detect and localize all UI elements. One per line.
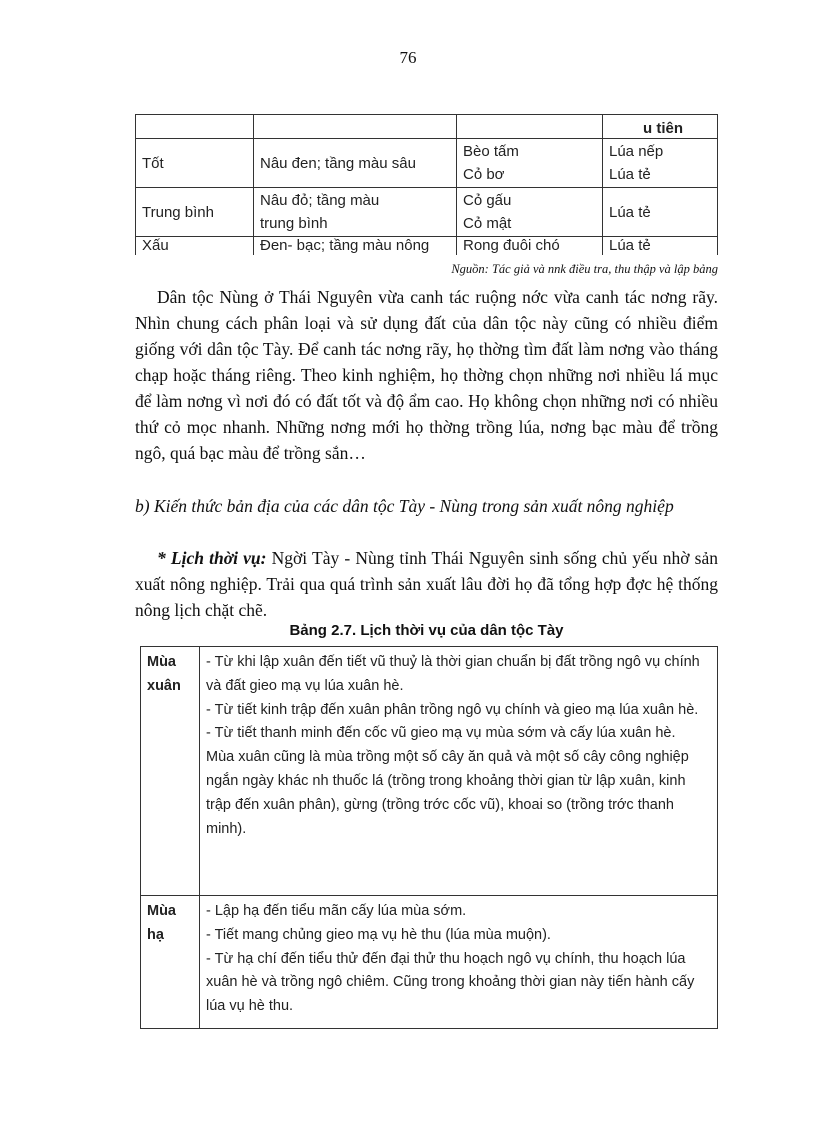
calendar-line: - Từ tiết kinh trập đến xuân phân trồng ngô vụ chính và gieo mạ lúa xuân hè.: [206, 701, 699, 718]
cell-line: Bèo tấm: [463, 143, 519, 160]
color-cell: [254, 237, 457, 256]
crop-cell: [603, 139, 718, 188]
calendar-line: - Lập hạ đến tiểu mãn cấy lúa mùa sớm.: [206, 903, 467, 919]
header-cell-priority: u tiên: [603, 115, 718, 139]
season-content: [200, 896, 718, 1029]
table-caption: Bảng 2.7. Lịch thời vụ của dân tộc Tày: [289, 622, 564, 639]
season-cell: Mùa hạ: [141, 896, 200, 1029]
table-row: [141, 896, 718, 1029]
color-cell: [254, 139, 457, 188]
cell-line: Lúa tẻ: [609, 237, 651, 254]
grass-cell: [457, 188, 603, 237]
paragraph-crop-calendar: [135, 545, 718, 623]
grass-cell: [457, 237, 603, 256]
season-content: [200, 647, 718, 896]
cell-line: Lúa nếp: [609, 143, 664, 160]
table-row: [136, 237, 718, 256]
table-row: [141, 647, 718, 896]
header-cell: [254, 115, 457, 139]
quality-cell: Trung bình: [136, 188, 254, 237]
cell-line: Lúa tẻ: [609, 203, 651, 221]
cell-line: Nâu đen; tầng màu sâu: [260, 154, 416, 172]
header-cell: [457, 115, 603, 139]
quality-cell: Xấu: [136, 237, 254, 256]
calendar-line: - Từ hạ chí đến tiểu thử đến đại thử thu hoạch ngô vụ chính, thu hoạch lúa xuân hè và trồng ngô chiêm. Cũng trong khoảng thời gian này tiến hành cấy lúa vụ hè thu.: [206, 950, 695, 1015]
cell-line: Rong đuôi chó: [463, 237, 560, 254]
crop-cell: [603, 237, 718, 256]
quality-cell: Tốt: [136, 139, 254, 188]
header-cell: [136, 115, 254, 139]
calendar-line: - Từ khi lập xuân đến tiết vũ thuỷ là thời gian chuẩn bị đất trồng ngô vụ chính và đất gieo mạ vụ lúa xuân hè.: [206, 654, 700, 694]
color-cell: [254, 188, 457, 237]
section-subheading: b) Kiến thức bản địa của các dân tộc Tày - Nùng trong sản xuất nông nghiệp: [135, 496, 674, 516]
calendar-line: - Từ tiết thanh minh đến cốc vũ gieo mạ vụ mùa sớm và cấy lúa xuân hè.: [206, 725, 676, 742]
paragraph-nung-farming: Dân tộc Nùng ở Thái Nguyên vừa canh tác ruộng nớc vừa canh tác nơng rãy. Nhìn chung cách phân loại và sử dụng đất của dân tộc này cũng có nhiều điểm giống với dân tộc Tày. Để canh tác nơng rãy, họ thờng tìm đất làm nơng vào tháng chạp hoặc tháng riêng. Theo kinh nghiệm, họ thờng chọn những nơi nhiều lá mục để làm nơng vì nơi đó có đất tốt và độ ẩm cao. Họ không chọn những nơi có nhiều thứ cỏ mọc nhanh. Những nơng mới họ thờng trồng lúa, nơng bạc màu để trồng ngô, quá bạc màu để trồng sắn…: [135, 287, 718, 463]
paragraph-text: Ngời Tày - Nùng tỉnh Thái Nguyên sinh sống chủ yếu nhờ sản xuất nông nghiệp. Trải qua quá trình sản xuất lâu đời họ đã tổng hợp đợc hệ thống nông lịch chặt chẽ.: [135, 548, 718, 620]
cell-line: Đen- bạc; tầng màu nông: [260, 237, 430, 254]
cell-line: Lúa tẻ: [609, 166, 651, 183]
table-row: [136, 139, 718, 188]
page-number: 76: [399, 48, 417, 67]
season-cell: Mùa xuân: [141, 647, 200, 896]
cell-line: trung bình: [260, 215, 328, 232]
table-header-row: [136, 115, 718, 139]
soil-classification-table: [135, 114, 718, 255]
crop-cell: [603, 188, 718, 237]
cell-line: Cỏ gấu: [463, 192, 512, 209]
table-source-note: Nguồn: Tác giả và nnk điều tra, thu thập và lập bảng: [451, 262, 718, 276]
cell-line: Nâu đỏ; tầng màu: [260, 192, 380, 209]
cell-line: Cỏ mật: [463, 215, 512, 232]
crop-calendar-table: [140, 646, 718, 1029]
grass-cell: [457, 139, 603, 188]
paragraph-lead: * Lịch thời vụ:: [157, 548, 267, 568]
table-row: [136, 188, 718, 237]
calendar-line: - Tiết mang chủng gieo mạ vụ hè thu (lúa mùa muộn).: [206, 926, 551, 943]
calendar-line: Mùa xuân cũng là mùa trồng một số cây ăn quả và một số cây công nghiệp ngắn ngày khác nh thuốc lá (trồng trong khoảng thời gian từ lập xuân, kinh trập đến xuân phân), gừng (trồng trớc cốc vũ), khoai so (trồng trớc thanh minh).: [206, 749, 689, 837]
cell-line: Cỏ bơ: [463, 166, 505, 183]
